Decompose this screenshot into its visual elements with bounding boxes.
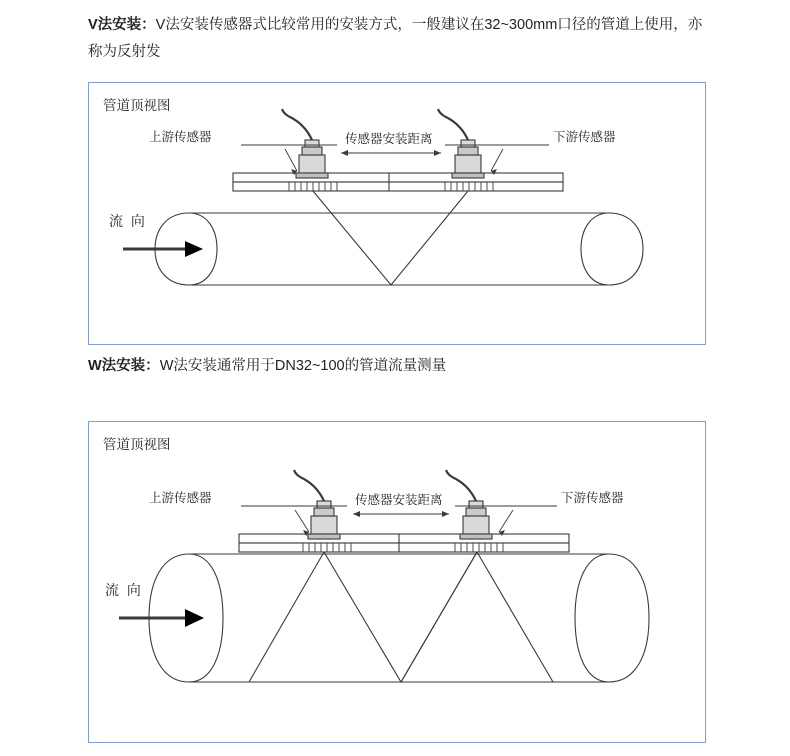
v-method-paragraph — [88, 12, 708, 66]
w-method-heading: W法安装： — [88, 358, 160, 374]
w-downstream-sensor-label: 下游传感器 — [561, 491, 624, 505]
w-upstream-sensor-label: 上游传感器 — [149, 491, 212, 505]
v-diagram-title: 管道顶视图 — [103, 98, 171, 113]
v-sensor-distance-label: 传感器安装距离 — [345, 132, 433, 146]
v-upstream-sensor-label: 上游传感器 — [149, 130, 212, 144]
w-flow-label: 流 向 — [105, 582, 143, 598]
v-method-body: V法安装传感器式比较常用的安装方式，一般建议在32~300mm口径的管道上使用，亦称为反射发 — [88, 17, 703, 60]
v-method-diagram — [88, 82, 706, 345]
w-method-diagram — [88, 421, 706, 743]
w-diagram-title: 管道顶视图 — [103, 437, 171, 452]
v-method-heading: V法安装： — [88, 17, 156, 33]
v-diagram-canvas — [89, 83, 705, 344]
w-diagram-canvas — [89, 422, 705, 742]
w-sensor-distance-label: 传感器安装距离 — [355, 493, 443, 507]
v-flow-label: 流 向 — [109, 213, 147, 229]
v-downstream-sensor-label: 下游传感器 — [553, 130, 616, 144]
w-method-body: W法安装通常用于DN32~100的管道流量测量 — [159, 358, 447, 374]
w-method-paragraph — [88, 353, 708, 380]
